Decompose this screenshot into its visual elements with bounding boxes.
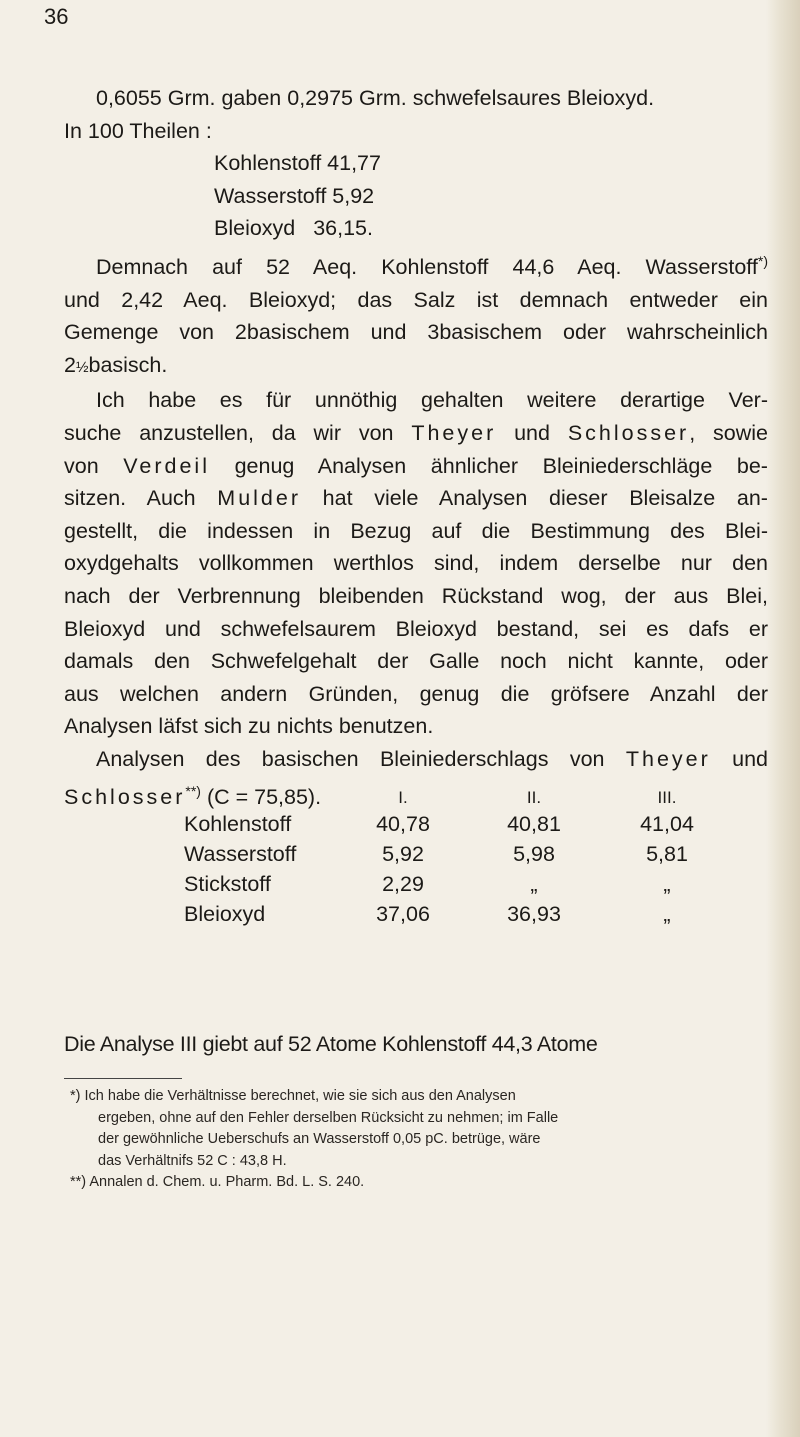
- text-line: und 2,42 Aeq. Bleioxyd; das Salz ist demnach entweder ein: [64, 287, 768, 312]
- table-cell: 5,98: [513, 842, 555, 866]
- table-cell: 2,29: [382, 872, 424, 896]
- table-cell: Wasserstoff: [184, 842, 297, 866]
- text-line: In 100 Theilen :: [64, 118, 212, 143]
- text-line: 0,6055 Grm. gaben 0,2975 Grm. schwefelsaures Bleioxyd.: [96, 86, 655, 110]
- table-row: [184, 899, 742, 929]
- table-header-row: [184, 787, 742, 809]
- table-cell: „: [663, 902, 671, 926]
- table-header: I.: [398, 788, 408, 807]
- author-name: Schlosser: [64, 785, 186, 810]
- table-cell: „: [530, 872, 538, 896]
- text-line: Gemenge von 2basischem und 3basischem oder wahrscheinlich: [64, 320, 768, 345]
- footnote-line: das Verhältnifs 52 C : 43,8 H.: [98, 1152, 287, 1169]
- footnote: *) Ich habe die Verhältnisse berechnet, wie sie sich aus den Analysen: [70, 1088, 516, 1104]
- footnote-mark: *): [70, 1088, 81, 1104]
- element-value: 41,77: [327, 151, 381, 176]
- footnotes: [70, 1086, 740, 1194]
- table-cell: 41,04: [640, 812, 694, 836]
- fraction: ½: [75, 358, 89, 376]
- table-cell: 40,81: [507, 812, 561, 836]
- table-cell: „: [663, 872, 671, 896]
- text-line: nach der Verbrennung bleibenden Rückstand wog, der aus Blei,: [64, 583, 768, 608]
- table-cell: Kohlenstoff: [184, 812, 292, 836]
- author-name: Verdeil: [123, 453, 210, 478]
- text-line: damals den Schwefelgehalt der Galle noch nicht kannte, oder: [64, 649, 768, 674]
- footnote-divider: [64, 1078, 182, 1079]
- table-header: [184, 787, 330, 809]
- text-line: Analysen läfst sich zu nichts benutzen.: [64, 714, 434, 739]
- text-line: Demnach auf 52 Aeq. Kohlenstoff 44,6 Aeq. Wasserstoff*): [96, 252, 768, 279]
- element-name: Wasserstoff: [214, 183, 327, 208]
- text-line: oxydgehalts vollkommen werthlos sind, indem derselbe nur den: [64, 551, 768, 576]
- table-header: III.: [657, 788, 677, 807]
- text-line: suche anzustellen, da wir von Theyer und Schlosser, sowie: [64, 420, 768, 445]
- author-name: Mulder: [217, 486, 301, 511]
- footnote-line: der gewöhnliche Ueberschufs an Wasserstoff 0,05 pC. betrüge, wäre: [98, 1131, 541, 1147]
- table-cell: 5,81: [646, 842, 688, 866]
- table-row: [184, 809, 742, 839]
- composition-line: [64, 212, 768, 245]
- element-value: 5,92: [332, 183, 375, 208]
- footnote: **) Annalen d. Chem. u. Pharm. Bd. L. S. 240.: [70, 1174, 365, 1190]
- table-row: [184, 869, 742, 899]
- text-line: Bleioxyd und schwefelsaurem Bleioxyd bestand, sei es dafs er: [64, 616, 768, 641]
- text-line: 2½basisch.: [64, 352, 168, 377]
- text-line: Ich habe es für unnöthig gehalten weitere derartige Ver-: [96, 388, 768, 413]
- element-name: Bleioxyd: [214, 216, 296, 241]
- element-value: 36,15.: [313, 216, 373, 241]
- footnote-ref: *): [757, 252, 768, 269]
- text-line: Die Analyse III giebt auf 52 Atome Kohlenstoff 44,3 Atome: [64, 1032, 598, 1056]
- table-header: II.: [526, 788, 542, 807]
- text-line: sitzen. Auch Mulder hat viele Analysen dieser Bleisalze an-: [64, 486, 768, 511]
- author-name: Theyer: [411, 420, 497, 445]
- table-cell: 5,92: [382, 842, 424, 866]
- text-line: von Verdeil genug Analysen ähnlicher Bleiniederschläge be-: [64, 453, 768, 478]
- footnote-mark: **): [70, 1174, 87, 1190]
- page-edge-shadow: [766, 0, 800, 1437]
- author-name: Theyer: [625, 746, 711, 771]
- table-cell: 37,06: [376, 902, 430, 926]
- text-line: aus welchen andern Gründen, genug die gröfsere Anzahl der: [64, 681, 768, 706]
- author-name: Schlosser: [567, 420, 690, 445]
- table-cell: 40,78: [376, 812, 430, 836]
- text-line: Analysen des basischen Bleiniederschlags von Theyer und: [96, 746, 769, 771]
- footnote-ref: **): [185, 783, 201, 800]
- main-text: [64, 82, 768, 814]
- table-cell: Stickstoff: [184, 872, 271, 896]
- text-line: Schlosser**) (C = 75,85).: [64, 783, 322, 810]
- analysis-table: [184, 787, 742, 929]
- table-row: [184, 839, 742, 869]
- composition-line: [64, 180, 768, 213]
- element-name: Kohlenstoff: [214, 151, 322, 176]
- table-cell: Bleioxyd: [184, 902, 266, 926]
- table-cell: 36,93: [507, 902, 561, 926]
- text-line: gestellt, die indessen in Bezug auf die Bestimmung des Blei-: [64, 518, 768, 543]
- footnote-line: ergeben, ohne auf den Fehler derselben Rücksicht zu nehmen; im Falle: [98, 1109, 559, 1126]
- composition-line: [64, 147, 768, 180]
- page-number: 36: [44, 4, 69, 29]
